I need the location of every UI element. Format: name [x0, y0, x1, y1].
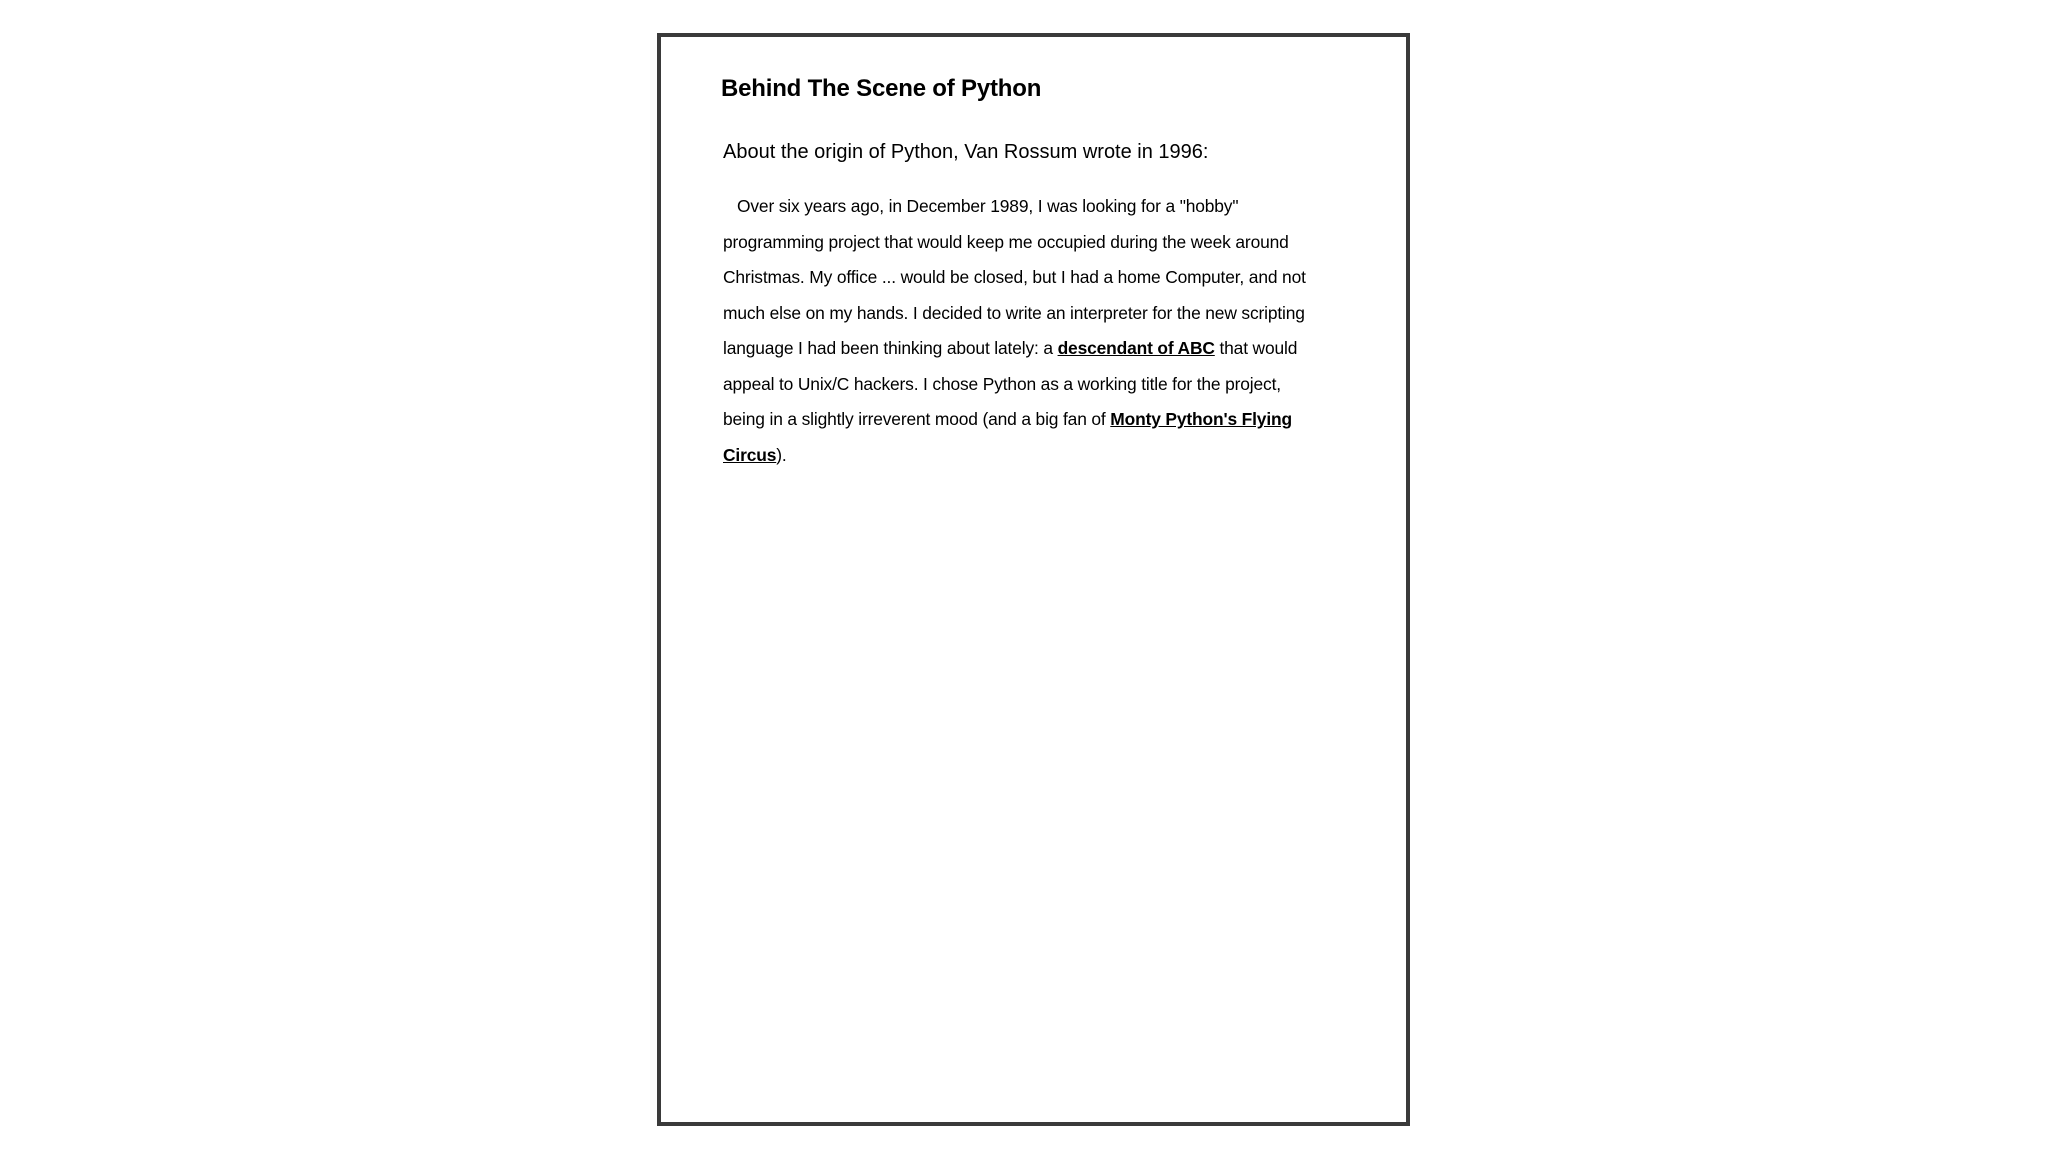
quote-text: being in a slightly irreverent mood (and a big fan of — [723, 409, 1111, 429]
descendant-of-abc-link[interactable]: descendant of ABC — [1057, 338, 1215, 358]
quote-paragraph — [723, 189, 1351, 473]
quote-line — [723, 438, 1351, 474]
monty-python-link-continued[interactable]: Circus — [723, 444, 777, 465]
quote-line: Christmas. My office ... would be closed, but I had a home Computer, and not — [723, 267, 1306, 287]
monty-python-link[interactable]: Monty Python's Flying — [1110, 409, 1292, 429]
quote-line — [723, 402, 1351, 438]
quote-line: Over six years ago, in December 1989, I was looking for a "hobby" — [737, 196, 1239, 216]
quote-line: appeal to Unix/C hackers. I chose Python as a working title for the project, — [723, 373, 1281, 394]
quote-text: ). — [776, 444, 787, 465]
intro-paragraph: About the origin of Python, Van Rossum wrote in 1996: — [723, 141, 1209, 163]
quote-line — [723, 331, 1351, 367]
document-title: Behind The Scene of Python — [721, 75, 1042, 102]
quote-line: much else on my hands. I decided to write an interpreter for the new scripting — [723, 302, 1305, 323]
document-page — [657, 33, 1410, 1126]
quote-text: language I had been thinking about lately: a — [723, 338, 1058, 358]
quote-text: that would — [1214, 338, 1298, 358]
quote-line: programming project that would keep me occupied during the week around — [723, 231, 1289, 252]
